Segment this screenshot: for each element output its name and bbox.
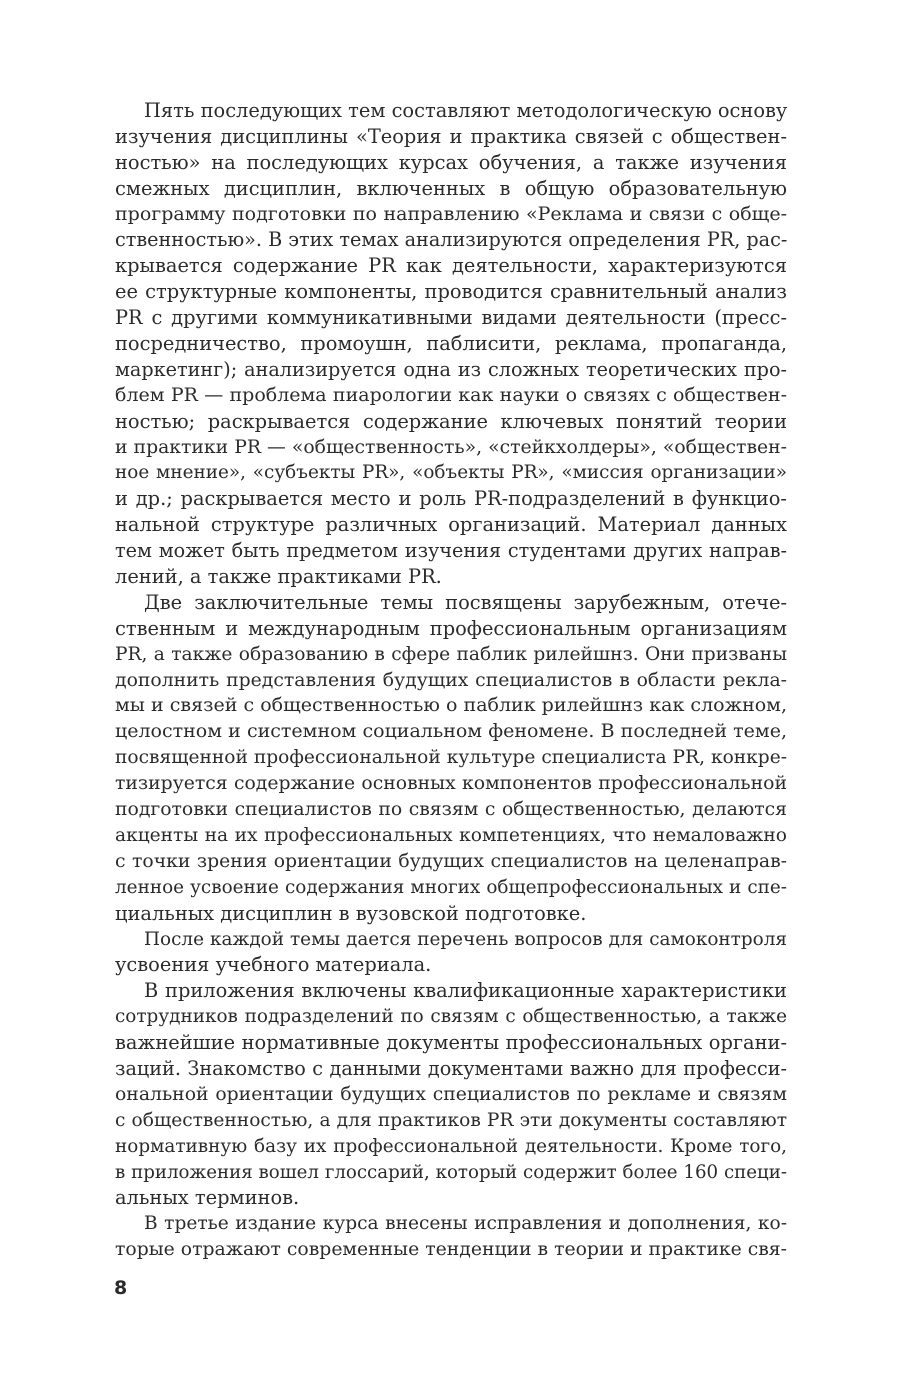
text-line: нальной структуре различных организаций. Материал данных xyxy=(115,513,787,537)
body-text xyxy=(115,98,787,1263)
text-line: посвященной профессиональной культуре специалиста PR, конкре- xyxy=(115,747,787,769)
text-line: ственным и международным профессиональным организациям xyxy=(115,616,787,640)
text-line: В приложения включены квалификационные характеристики xyxy=(144,979,787,1003)
text-line: ее структурные компоненты, проводится сравнительный анализ xyxy=(115,280,787,304)
text-line: Две заключительные темы посвящены зарубежным, отече- xyxy=(144,590,787,614)
text-line: усвоения учебного материала. xyxy=(115,953,432,977)
text-line: важнейшие нормативные документы профессиональных органи- xyxy=(115,1031,787,1055)
text-line: лений, а также практиками PR. xyxy=(115,565,442,589)
text-line: дополнить представления будущих специалистов в области рекла- xyxy=(115,669,787,691)
text-line: ственностью». В этих темах анализируются определения PR, рас- xyxy=(115,228,788,252)
text-line: тем может быть предметом изучения студентами других направ- xyxy=(115,539,787,563)
text-line: После каждой темы дается перечень вопросов для самоконтроля xyxy=(144,928,787,950)
text-line: смежных дисциплин, включенных в общую образовательную xyxy=(115,176,787,200)
text-line: заций. Знакомство с данными документами важно для професси- xyxy=(115,1056,787,1080)
text-line: подготовки специалистов по связям с общественностью, делаются xyxy=(115,799,787,821)
text-line: посредничество, промоушн, паблисити, реклама, пропаганда, xyxy=(115,332,787,356)
text-line: программу подготовки по направлению «Реклама и связи с обще- xyxy=(115,202,787,225)
text-line: ное мнение», «субъекты PR», «объекты PR», «миссия организации» xyxy=(115,462,787,484)
text-line: торые отражают современные тенденции в теории и практике свя- xyxy=(115,1239,787,1261)
text-line: тизируется содержание основных компонентов профессиональной xyxy=(115,773,787,795)
text-line: целостном и системном социальном феномене. В последней теме, xyxy=(115,720,787,743)
text-line: PR, а также образованию в сфере паблик рилейшнз. Они призваны xyxy=(115,643,787,665)
text-line: ностью» на последующих курсах обучения, а также изучения xyxy=(115,150,787,174)
text-line: крывается содержание PR как деятельности, характеризуются xyxy=(115,254,787,278)
text-line: с общественностью, а для практиков PR эти документы составляют xyxy=(115,1109,787,1131)
page-number: 8 xyxy=(114,1277,128,1299)
text-line: с точки зрения ориентации будущих специалистов на целенаправ- xyxy=(115,850,787,872)
text-line: мы и связей с общественностью о паблик рилейшнз как сложном, xyxy=(115,694,787,717)
text-line: циальных дисциплин в вузовской подготовке. xyxy=(115,901,587,925)
text-line: PR с другими коммуникативными видами деятельности (пресс- xyxy=(115,306,787,330)
text-line: в приложения вошел глоссарий, который содержит более 160 специ- xyxy=(115,1161,787,1183)
text-line: Пять последующих тем составляют методологическую основу xyxy=(144,99,788,122)
text-line: блем PR — проблема пиарологии как науки о связях с обществен- xyxy=(115,383,787,406)
text-line: ностью; раскрывается содержание ключевых понятий теории xyxy=(115,409,787,433)
text-line: сотрудников подразделений по связям с общественностью, а также xyxy=(115,1006,787,1028)
text-line: ональной ориентации будущих специалистов по рекламе и связям xyxy=(115,1083,787,1105)
text-line: ленное усвоение содержания многих общепрофессиональных и спе- xyxy=(115,876,787,898)
text-line: В третье издание курса внесены исправления и дополнения, ко- xyxy=(144,1213,787,1235)
text-line: и др.; раскрывается место и роль PR-подразделений в функцио- xyxy=(115,487,787,511)
text-line: нормативную базу их профессиональной деятельности. Кроме того, xyxy=(115,1135,787,1157)
text-line: акценты на их профессиональных компетенциях, что немаловажно xyxy=(115,824,787,846)
text-line: альных терминов. xyxy=(115,1186,300,1210)
text-line: изучения дисциплины «Теория и практика связей с обществен- xyxy=(115,124,787,148)
text-line: и практики PR — «общественность», «стейкхолдеры», «обществен- xyxy=(115,436,787,458)
text-line: маркетинг); анализируется одна из сложных теоретических про- xyxy=(115,357,787,381)
